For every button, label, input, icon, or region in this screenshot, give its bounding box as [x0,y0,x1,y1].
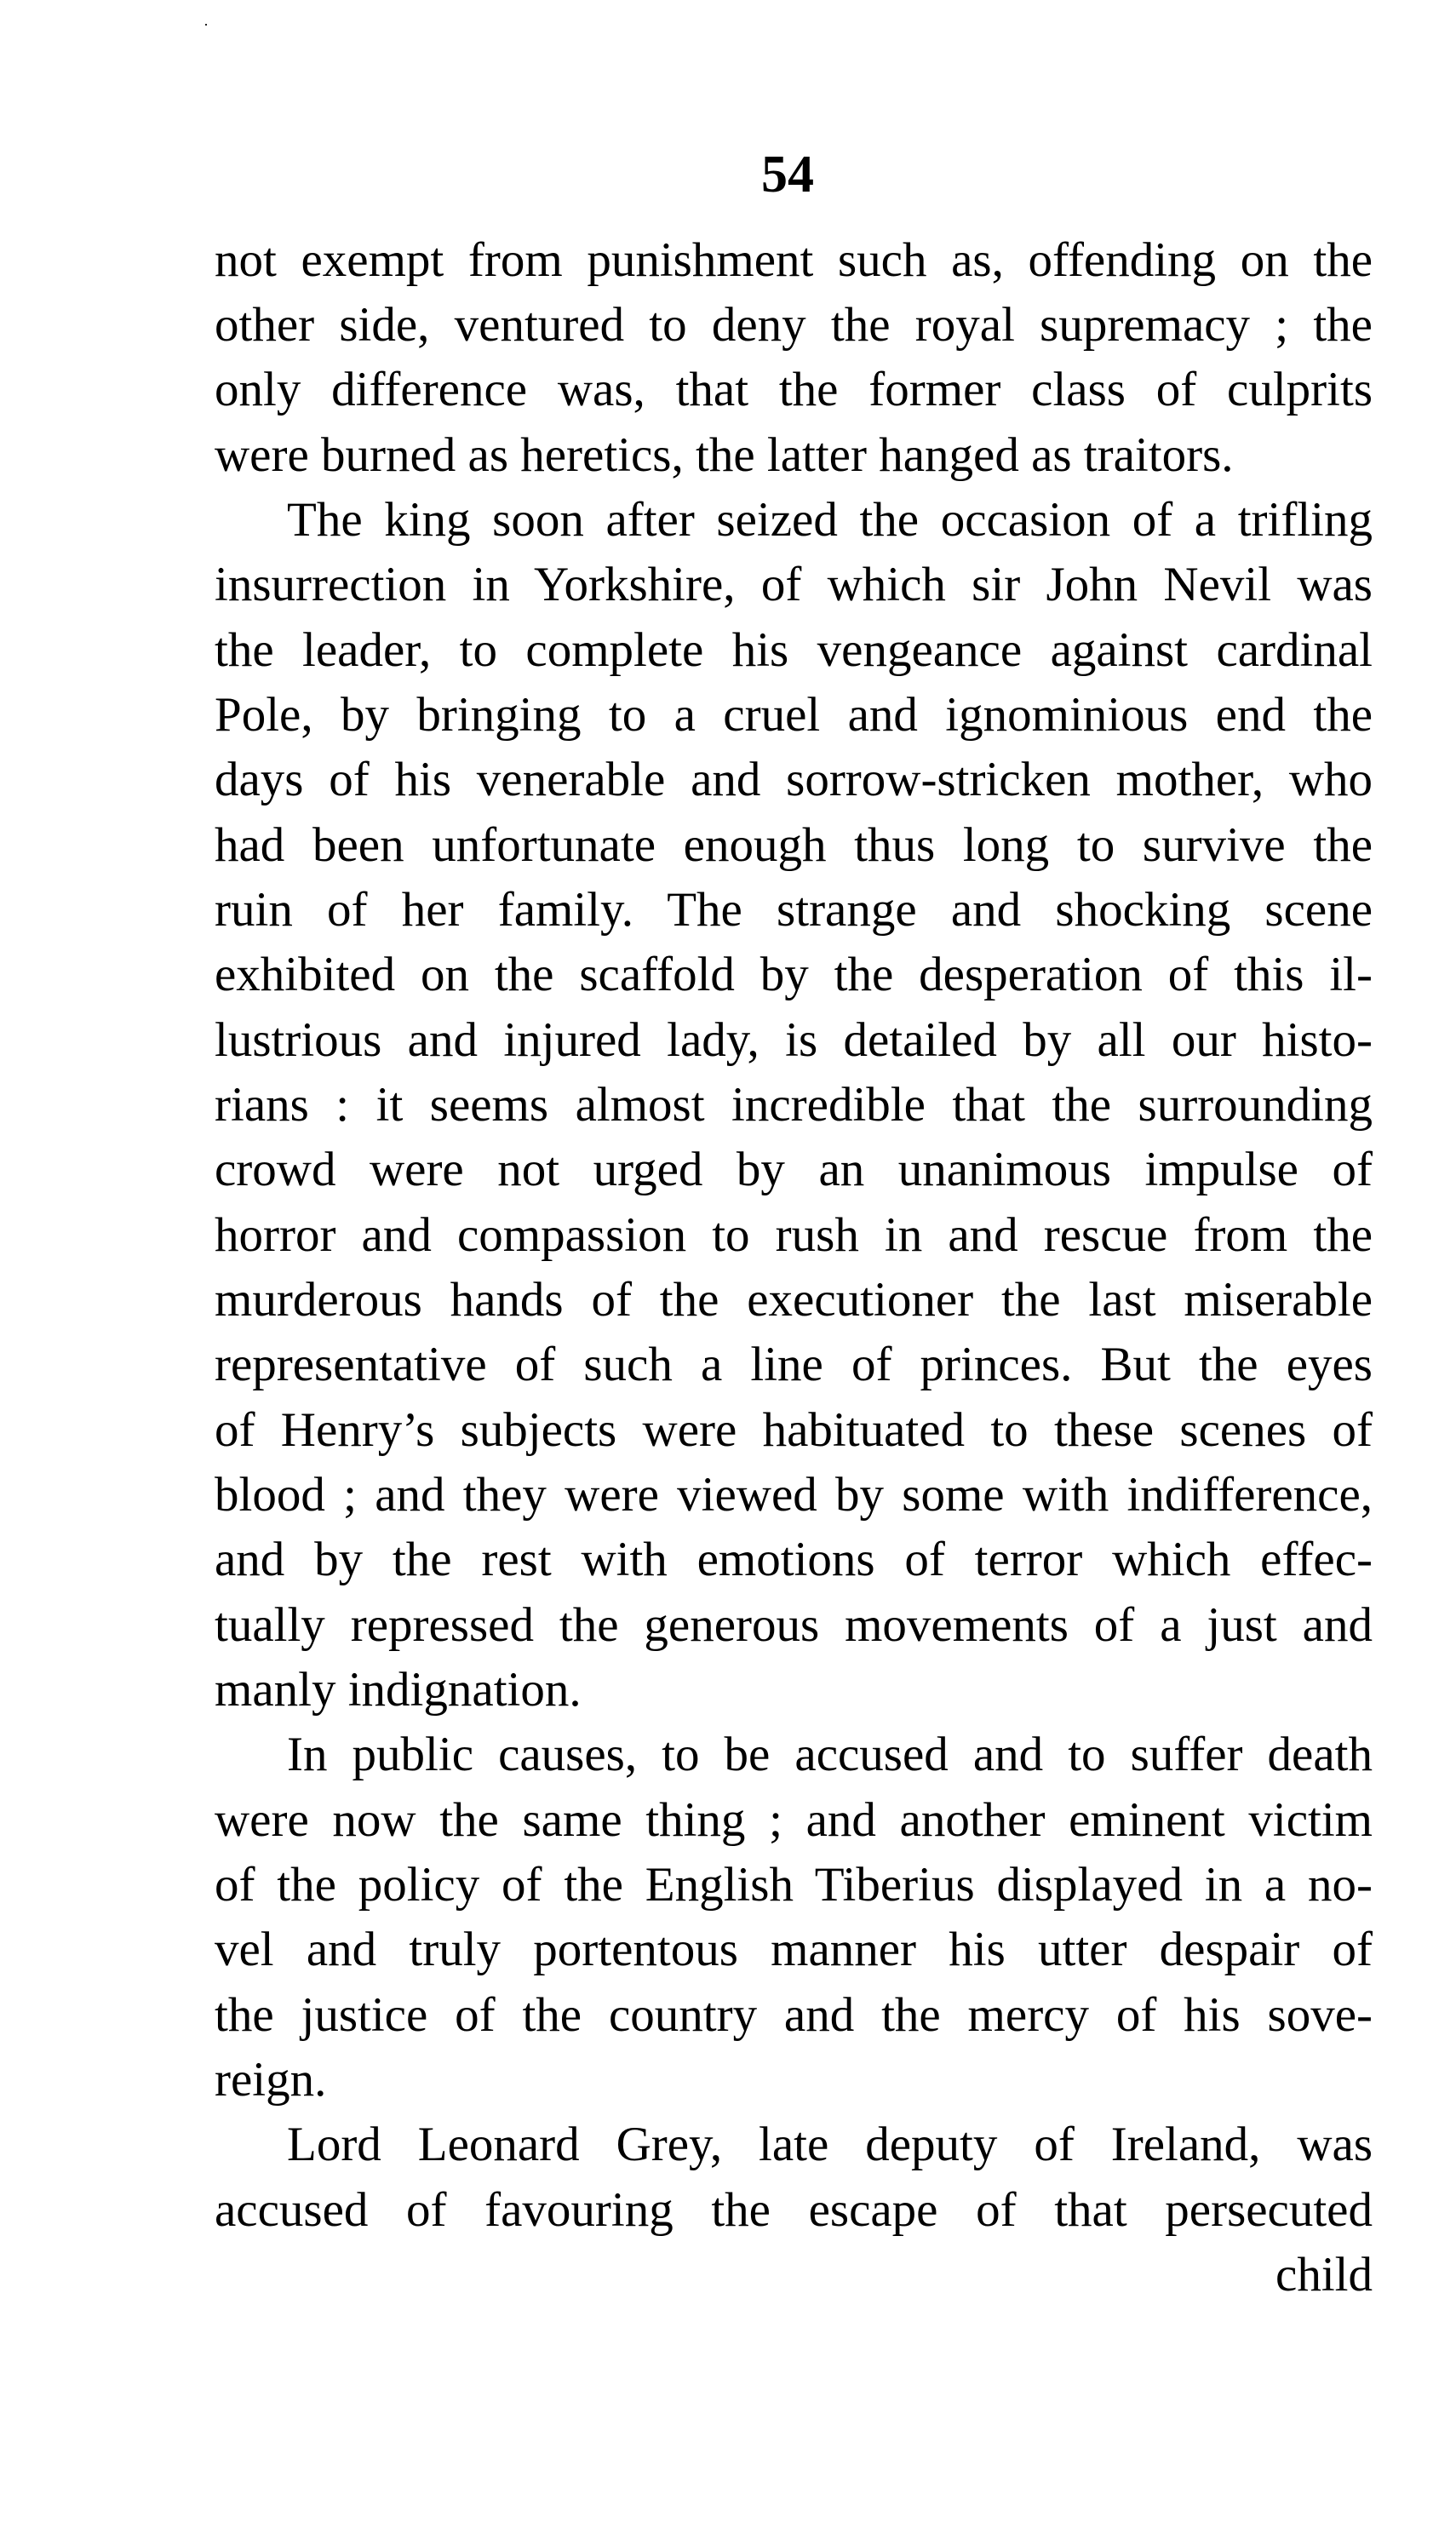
text-line: murderous hands of the executioner the last miserable [215,1273,1373,1327]
text-line: horror and compassion to rush in and rescue from the [215,1208,1373,1262]
text-line: exhibited on the scaffold by the desperation of this il- [215,948,1373,1001]
text-line: were now the same thing ; and another eminent victim [215,1793,1373,1847]
text-line: were burned as heretics, the latter hanged as traitors. [215,428,1234,482]
text-line: reign. [215,2053,327,2107]
text-line: Lord Leonard Grey, late deputy of Ireland, was [287,2118,1373,2171]
text-line: In public causes, to be accused and to suffer death [287,1728,1373,1781]
text-line: rians : it seems almost incredible that the surrounding [215,1078,1373,1132]
text-line: blood ; and they were viewed by some with indifference, [215,1468,1373,1522]
text-line: the leader, to complete his vengeance against cardinal [215,623,1373,677]
text-line: of Henry’s subjects were habituated to these scenes of [215,1403,1373,1457]
catchword: child [1275,2248,1373,2302]
text-line: ruin of her family. The strange and shocking scene [215,883,1373,937]
text-line: of the policy of the English Tiberius displayed in a no- [215,1858,1373,1912]
text-line: and by the rest with emotions of terror which effec- [215,1533,1373,1586]
page-number: 54 [761,146,814,204]
text-line: other side, ventured to deny the royal supremacy ; the [215,298,1373,352]
text-line: representative of such a line of princes. But the eyes [215,1338,1373,1391]
text-line: lustrious and injured lady, is detailed by all our histo- [215,1013,1373,1067]
scan-speck [205,24,207,26]
text-line: The king soon after seized the occasion of a trifling [287,493,1373,547]
text-line: Pole, by bringing to a cruel and ignominious end the [215,688,1373,742]
text-line: manly indignation. [215,1663,582,1717]
text-line: insurrection in Yorkshire, of which sir John Nevil was [215,558,1373,611]
text-line: the justice of the country and the mercy of his sove- [215,1988,1373,2042]
text-line: vel and truly portentous manner his utter despair of [215,1923,1373,1976]
text-line: crowd were not urged by an unanimous impulse of [215,1143,1373,1196]
text-line: tually repressed the generous movements of a just and [215,1598,1373,1652]
text-line: only difference was, that the former class of culprits [215,363,1373,416]
text-line: had been unfortunate enough thus long to survive the [215,818,1373,872]
text-line: accused of favouring the escape of that persecuted [215,2183,1373,2237]
text-line: not exempt from punishment such as, offending on the [215,233,1373,287]
text-line: days of his venerable and sorrow-stricken mother, who [215,753,1373,806]
